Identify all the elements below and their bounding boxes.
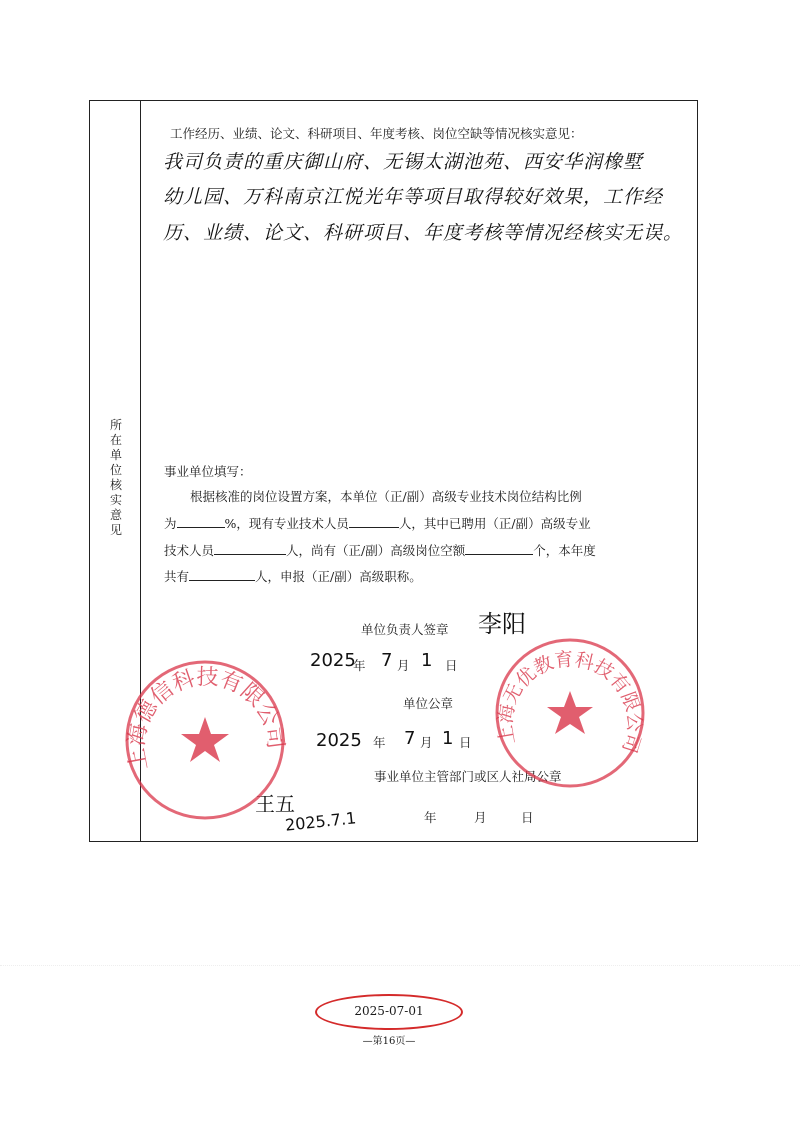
- date1-month-hw: 7: [381, 650, 393, 671]
- page-divider: [0, 965, 800, 966]
- senior-staff-blank: [214, 542, 286, 555]
- leader-sign-label: 单位负责人签章: [361, 622, 449, 637]
- verification-heading: 工作经历、业绩、论文、科研项目、年度考核、岗位空缺等情况核实意见：: [170, 126, 583, 141]
- date2-day-label: 日: [459, 735, 472, 750]
- date3-month-label: 月: [474, 810, 487, 825]
- seal-label: 单位公章: [403, 696, 454, 711]
- left-signature: 王五: [255, 792, 295, 816]
- date1-day-label: 日: [445, 658, 458, 673]
- date2-day-hw: 1: [442, 728, 454, 749]
- right-stamp-text: 上海无优教育科技有限公司: [494, 648, 646, 756]
- right-stamp-star-icon: [547, 691, 593, 734]
- fill-line-3: 技术人员 人，尚有（正/副）高级岗位空额 个，本年度: [164, 543, 596, 558]
- date1-day-hw: 1: [421, 650, 433, 671]
- date2-year-hw: 2025: [316, 730, 362, 751]
- institution-heading: 事业单位填写：: [164, 464, 252, 479]
- date3-day-label: 日: [521, 810, 534, 825]
- handwritten-line-1: 我司负责的重庆御山府、无锡太湖池苑、西安华润橡墅: [163, 151, 644, 173]
- date1-year-hw: 2025: [310, 650, 356, 671]
- fill-line-1: 根据核准的岗位设置方案，本单位（正/副）高级专业技术岗位结构比例: [190, 489, 582, 504]
- dept-seal-label: 事业单位主管部门或区人社局公章: [374, 769, 562, 784]
- fill-line-4: 共有 人，申报（正/副）高级职称。: [164, 569, 422, 584]
- date2-year-label: 年: [373, 735, 386, 750]
- left-company-stamp: [120, 655, 290, 825]
- ratio-blank: [177, 515, 225, 528]
- right-company-stamp: [490, 633, 650, 793]
- applicants-blank: [189, 568, 255, 581]
- left-stamp-star-icon: [181, 717, 229, 762]
- date2-month-label: 月: [420, 735, 433, 750]
- leader-signature: 李阳: [478, 610, 526, 638]
- vacancy-blank: [465, 542, 533, 555]
- left-signature-date: 2025.7.1: [284, 808, 358, 835]
- side-label: 所在单位核实意见: [109, 418, 122, 537]
- date2-month-hw: 7: [404, 728, 416, 749]
- date1-month-label: 月: [397, 658, 410, 673]
- handwritten-line-2: 幼儿园、万科南京江悦光年等项目取得较好效果，工作经: [163, 186, 664, 208]
- staff-blank: [349, 515, 399, 528]
- date3-year-label: 年: [424, 810, 437, 825]
- fill-line-2: 为 %，现有专业技术人员 人，其中已聘用（正/副）高级专业: [164, 516, 591, 531]
- left-stamp-text: 上海德信科技有限公司: [124, 665, 288, 773]
- date1-year-label: 年: [353, 658, 366, 673]
- handwritten-line-3: 历、业绩、论文、科研项目、年度考核等情况经核实无误。: [163, 222, 684, 244]
- page-number: —第16页—: [362, 1036, 416, 1047]
- footer-date: 2025-07-01: [354, 1004, 424, 1018]
